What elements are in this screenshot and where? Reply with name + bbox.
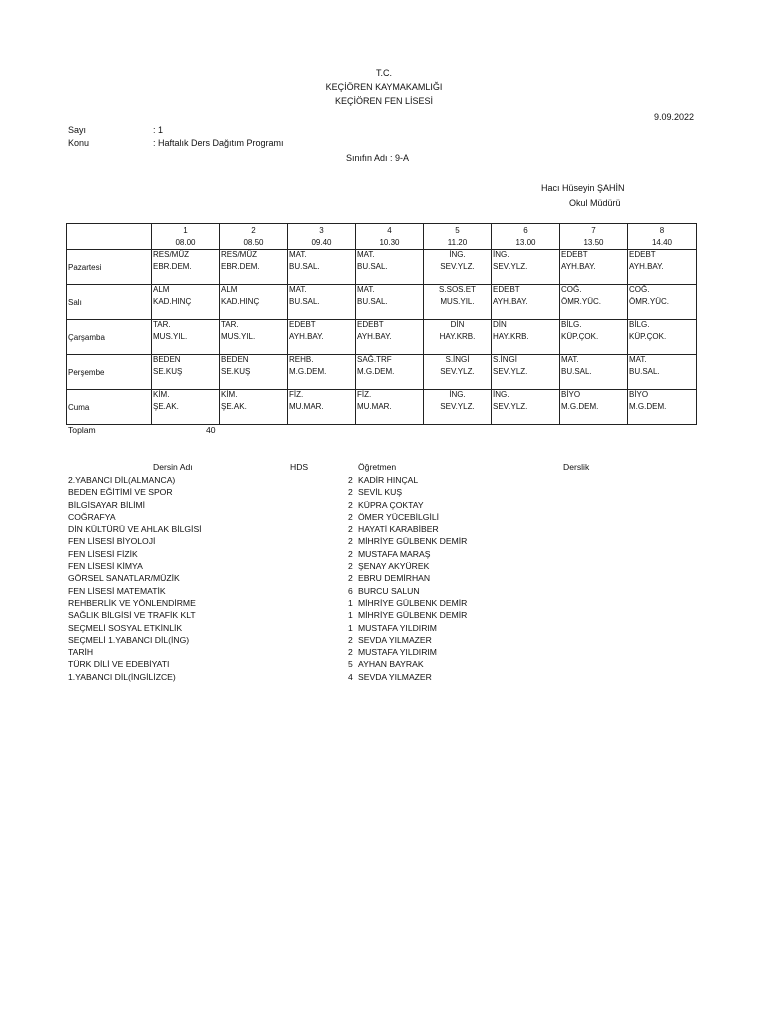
lesson-course: İNG.: [493, 390, 510, 399]
course-header: Dersin Adı: [153, 462, 193, 472]
header-school: KEÇİÖREN FEN LİSESİ: [334, 96, 434, 106]
course-name: SAĞLIK BİLGİSİ VE TRAFİK KLT: [68, 610, 196, 621]
course-row: [68, 572, 588, 584]
course-teacher: ÖMER YÜCEBİLGİLİ: [358, 511, 440, 522]
course-row: [68, 634, 588, 646]
course-row: [68, 658, 588, 670]
course-row: [68, 585, 588, 597]
lesson-teacher: ÖMR.YÜC.: [629, 297, 669, 306]
course-teacher: MUSTAFA MARAŞ: [358, 548, 431, 559]
room-header: Derslik: [563, 462, 590, 472]
lesson-teacher: KÜP.ÇOK.: [629, 332, 667, 341]
class-name: Sınıfın Adı : 9-A: [346, 153, 410, 163]
lesson-cell: [356, 285, 424, 320]
period-time: 13.00: [515, 238, 536, 247]
total-value: 40: [206, 425, 216, 435]
period-number: 4: [387, 226, 392, 235]
lesson-teacher: SEV.YLZ.: [440, 367, 475, 376]
day-row-carsamba: [67, 320, 697, 355]
lesson-course: S.İNGİ: [445, 355, 470, 364]
period-time: 11.20: [447, 238, 468, 247]
lesson-course: DİN: [493, 320, 507, 329]
course-name: TARİH: [68, 647, 94, 658]
lesson-course: MAT.: [561, 355, 579, 364]
course-hours: 2: [348, 524, 353, 535]
lesson-cell: [560, 250, 628, 285]
lesson-cell: [424, 250, 492, 285]
course-teacher: MİHRİYE GÜLBENK DEMİR: [358, 597, 468, 608]
course-teacher: MİHRİYE GÜLBENK DEMİR: [358, 536, 468, 547]
lesson-cell: [560, 390, 628, 425]
lesson-cell: [492, 320, 560, 355]
lesson-teacher: HAY.KRB.: [439, 332, 476, 341]
sayi-label: Sayı: [68, 125, 87, 135]
lesson-cell: [560, 285, 628, 320]
period-time: 08.50: [243, 238, 264, 247]
day-label: Perşembe: [67, 355, 152, 390]
course-row: [68, 560, 588, 572]
period-8-header: [628, 224, 697, 250]
lesson-course: MAT.: [289, 250, 307, 259]
lesson-course: S.İNGİ: [493, 355, 518, 364]
course-hours: 2: [348, 548, 353, 559]
lesson-course: EDEBT: [289, 320, 316, 329]
lesson-teacher: BU.SAL.: [561, 367, 592, 376]
period-header-row: [67, 224, 697, 250]
course-row: [68, 523, 588, 535]
lesson-course: RES/MÜZ: [153, 250, 189, 259]
lesson-cell: [356, 250, 424, 285]
lesson-course: EDEBT: [357, 320, 384, 329]
course-name: COĞRAFYA: [68, 511, 116, 522]
lesson-cell: [152, 250, 220, 285]
lesson-cell: [492, 390, 560, 425]
period-4-header: [356, 224, 424, 250]
lesson-course: EDEBT: [561, 250, 588, 259]
course-hours: 1: [348, 622, 353, 633]
course-name: FEN LİSESİ BİYOLOJİ: [68, 536, 156, 547]
course-teacher: HAYATİ KARABİBER: [358, 524, 439, 535]
lesson-cell: [288, 355, 356, 390]
lesson-course: BEDEN: [221, 355, 249, 364]
lesson-cell: [356, 320, 424, 355]
lesson-teacher: ŞE.AK.: [221, 402, 247, 411]
period-5-header: [424, 224, 492, 250]
lesson-cell: [560, 320, 628, 355]
teacher-header: Öğretmen: [358, 462, 397, 472]
lesson-teacher: AYH.BAY.: [629, 262, 664, 271]
period-time: 13.50: [583, 238, 604, 247]
lesson-teacher: SE.KUŞ: [221, 367, 251, 376]
lesson-teacher: HAY.KRB.: [493, 332, 529, 341]
lesson-cell: [152, 320, 220, 355]
lesson-teacher: EBR.DEM.: [221, 262, 260, 271]
course-name: FEN LİSESİ FİZİK: [68, 548, 138, 559]
lesson-course: BİLG.: [561, 320, 582, 329]
schedule-table: [66, 223, 697, 425]
course-name: BEDEN EĞİTİMİ VE SPOR: [68, 487, 173, 498]
lesson-cell: [152, 355, 220, 390]
lesson-course: DİN: [450, 320, 465, 329]
period-1-header: [152, 224, 220, 250]
lesson-cell: [424, 320, 492, 355]
period-2-header: [220, 224, 288, 250]
course-teacher: MİHRİYE GÜLBENK DEMİR: [358, 610, 468, 621]
period-time: 09.40: [311, 238, 332, 247]
lesson-course: S.SOS.ET: [439, 285, 476, 294]
header-district: KEÇİÖREN KAYMAKAMLIĞI: [325, 82, 443, 92]
course-hours: 2: [348, 511, 353, 522]
day-label: Cuma: [67, 390, 152, 425]
course-row: [68, 646, 588, 658]
period-number: 8: [659, 226, 665, 235]
lesson-cell: [628, 390, 697, 425]
course-name: FEN LİSESİ KİMYA: [68, 561, 143, 572]
course-row: [68, 511, 588, 523]
day-row-persembe: [67, 355, 697, 390]
period-number: 3: [319, 226, 324, 235]
lesson-course: MAT.: [289, 285, 307, 294]
lesson-cell: [492, 285, 560, 320]
course-teacher: BURCU SALUN: [358, 585, 420, 596]
lesson-course: BİYO: [629, 390, 649, 399]
course-row: [68, 486, 588, 498]
hours-header: HDS: [290, 462, 309, 472]
period-number: 7: [591, 226, 596, 235]
lesson-cell: [492, 250, 560, 285]
day-label: Çarşamba: [67, 320, 152, 355]
lesson-course: İNG.: [493, 250, 510, 259]
course-teacher: KADİR HINÇAL: [358, 475, 419, 485]
day-row-sali: [67, 285, 697, 320]
lesson-teacher: KAD.HINÇ: [221, 297, 260, 306]
lesson-teacher: BU.SAL.: [357, 262, 388, 271]
lesson-teacher: M.G.DEM.: [561, 402, 599, 411]
course-list: [68, 474, 588, 683]
course-row: [68, 609, 588, 621]
lesson-cell: [220, 250, 288, 285]
lesson-course: BİLG.: [629, 320, 650, 329]
lesson-cell: [288, 390, 356, 425]
course-row: [68, 548, 588, 560]
course-row: [68, 499, 588, 511]
course-hours: 2: [348, 573, 353, 584]
course-hours: 2: [348, 536, 353, 547]
course-hours: 2: [348, 499, 353, 510]
course-name: SEÇMELİ SOSYAL ETKİNLİK: [68, 622, 183, 633]
lesson-cell: [288, 285, 356, 320]
lesson-course: MAT.: [357, 285, 375, 294]
lesson-teacher: KAD.HINÇ: [153, 297, 192, 306]
lesson-cell: [560, 355, 628, 390]
lesson-teacher: BU.SAL.: [357, 297, 388, 306]
lesson-teacher: SEV.YLZ.: [493, 367, 528, 376]
day-label: Salı: [67, 285, 152, 320]
course-hours: 1: [348, 610, 353, 621]
konu-value: : Haftalık Ders Dağıtım Programı: [153, 138, 284, 148]
lesson-teacher: ŞE.AK.: [153, 402, 179, 411]
lesson-course: KİM.: [221, 390, 238, 399]
lesson-course: MAT.: [357, 250, 375, 259]
lesson-teacher: BU.SAL.: [289, 297, 320, 306]
course-teacher: EBRU DEMİRHAN: [358, 573, 431, 584]
course-hours: 2: [348, 487, 353, 498]
principal-name: Hacı Hüseyin ŞAHİN: [541, 183, 625, 193]
lesson-cell: [220, 320, 288, 355]
period-7-header: [560, 224, 628, 250]
corner-cell: [67, 224, 152, 250]
lesson-teacher: M.G.DEM.: [289, 367, 327, 376]
course-name: FEN LİSESİ MATEMATİK: [68, 585, 166, 596]
lesson-cell: [152, 285, 220, 320]
lesson-teacher: AYH.BAY.: [561, 262, 596, 271]
lesson-cell: [220, 355, 288, 390]
course-teacher: ŞENAY AKYÜREK: [358, 561, 430, 572]
period-time: 10.30: [379, 238, 400, 247]
konu-label: Konu: [68, 138, 90, 148]
course-name: 1.YABANCI DİL(İNGİLİZCE): [68, 671, 176, 682]
lesson-teacher: AYH.BAY.: [493, 297, 528, 306]
period-time: 08.00: [175, 238, 196, 247]
course-teacher: AYHAN BAYRAK: [358, 659, 424, 670]
lesson-course: KİM.: [153, 390, 170, 399]
lesson-teacher: MUS.YIL.: [153, 332, 188, 341]
document-date: 9.09.2022: [653, 112, 694, 122]
lesson-course: İNG.: [449, 250, 466, 259]
lesson-teacher: BU.SAL.: [629, 367, 660, 376]
lesson-teacher: SEV.YLZ.: [493, 262, 528, 271]
course-teacher: SEVDA YILMAZER: [358, 671, 432, 682]
course-row: [68, 622, 588, 634]
course-row: [68, 671, 588, 683]
lesson-course: TAR.: [153, 320, 171, 329]
lesson-cell: [356, 355, 424, 390]
lesson-teacher: MUS.YIL.: [440, 297, 475, 306]
course-name: BİLGİSAYAR BİLİMİ: [68, 499, 146, 510]
lesson-course: İNG.: [449, 390, 466, 399]
lesson-cell: [288, 320, 356, 355]
lesson-course: MAT.: [629, 355, 647, 364]
course-hours: 1: [348, 597, 353, 608]
lesson-cell: [288, 250, 356, 285]
lesson-course: FİZ.: [357, 390, 372, 399]
course-name: REHBERLİK VE YÖNLENDİRME: [68, 597, 196, 608]
day-row-pazartesi: [67, 250, 697, 285]
lesson-teacher: AYH.BAY.: [357, 332, 392, 341]
lesson-teacher: SE.KUŞ: [153, 367, 183, 376]
day-row-cuma: [67, 390, 697, 425]
lesson-cell: [492, 355, 560, 390]
lesson-course: COĞ.: [561, 285, 582, 294]
course-teacher: SEVDA YILMAZER: [358, 634, 432, 645]
lesson-course: SAĞ.TRF: [357, 355, 392, 364]
lesson-cell: [424, 390, 492, 425]
lesson-teacher: MUS.YIL.: [221, 332, 256, 341]
lesson-course: EDEBT: [629, 250, 656, 259]
lesson-course: RES/MÜZ: [221, 250, 257, 259]
lesson-teacher: MU.MAR.: [289, 402, 324, 411]
lesson-cell: [356, 390, 424, 425]
course-row: [68, 474, 588, 486]
lesson-teacher: KÜP.ÇOK.: [561, 332, 599, 341]
lesson-teacher: ÖMR.YÜC.: [561, 297, 601, 306]
lesson-cell: [628, 285, 697, 320]
period-3-header: [288, 224, 356, 250]
sayi-value: : 1: [153, 125, 164, 135]
lesson-course: TAR.: [221, 320, 239, 329]
lesson-course: EDEBT: [493, 285, 520, 294]
course-hours: 5: [348, 659, 353, 670]
course-hours: 6: [348, 585, 353, 596]
lesson-course: FİZ.: [289, 390, 304, 399]
lesson-course: BİYO: [561, 390, 581, 399]
course-row: [68, 597, 588, 609]
total-label: Toplam: [68, 425, 96, 435]
lesson-teacher: SEV.YLZ.: [440, 262, 475, 271]
course-teacher: MUSTAFA YILDIRIM: [358, 647, 437, 658]
lesson-cell: [220, 390, 288, 425]
lesson-teacher: EBR.DEM.: [153, 262, 192, 271]
lesson-cell: [628, 355, 697, 390]
lesson-cell: [220, 285, 288, 320]
period-time: 14.40: [651, 238, 673, 247]
period-number: 1: [183, 226, 188, 235]
lesson-teacher: SEV.YLZ.: [493, 402, 528, 411]
course-name: SEÇMELİ 1.YABANCI DİL(İNG): [68, 634, 190, 645]
header-tc: T.C.: [375, 68, 392, 78]
period-number: 6: [523, 226, 528, 235]
lesson-cell: [152, 390, 220, 425]
lesson-course: REHB.: [289, 355, 314, 364]
course-name: GÖRSEL SANATLAR/MÜZİK: [68, 573, 180, 584]
lesson-course: ALM: [221, 285, 238, 294]
course-name: TÜRK DİLİ VE EDEBİYATI: [68, 659, 170, 670]
course-hours: 2: [348, 475, 353, 485]
lesson-teacher: AYH.BAY.: [289, 332, 324, 341]
course-name: DİN KÜLTÜRÜ VE AHLAK BİLGİSİ: [68, 524, 202, 535]
principal-title: Okul Müdürü: [569, 198, 621, 208]
course-name: 2.YABANCI DİL(ALMANCA): [68, 475, 176, 485]
period-6-header: [492, 224, 560, 250]
day-label: Pazartesi: [67, 250, 152, 285]
lesson-cell: [424, 355, 492, 390]
lesson-teacher: M.G.DEM.: [357, 367, 395, 376]
lesson-cell: [424, 285, 492, 320]
course-teacher: KÜPRA ÇOKTAY: [358, 499, 424, 510]
course-hours: 4: [348, 671, 353, 682]
course-teacher: SEVİL KUŞ: [358, 487, 403, 498]
course-teacher: MUSTAFA YILDIRIM: [358, 622, 437, 633]
period-number: 5: [455, 226, 460, 235]
lesson-course: COĞ.: [629, 285, 650, 294]
period-number: 2: [251, 226, 256, 235]
lesson-cell: [628, 320, 697, 355]
lesson-teacher: M.G.DEM.: [629, 402, 667, 411]
lesson-course: ALM: [153, 285, 170, 294]
course-hours: 2: [348, 561, 353, 572]
lesson-cell: [628, 250, 697, 285]
course-hours: 2: [348, 634, 353, 645]
course-hours: 2: [348, 647, 353, 658]
course-row: [68, 535, 588, 547]
lesson-course: BEDEN: [153, 355, 181, 364]
lesson-teacher: SEV.YLZ.: [440, 402, 475, 411]
lesson-teacher: BU.SAL.: [289, 262, 320, 271]
lesson-teacher: MU.MAR.: [357, 402, 392, 411]
